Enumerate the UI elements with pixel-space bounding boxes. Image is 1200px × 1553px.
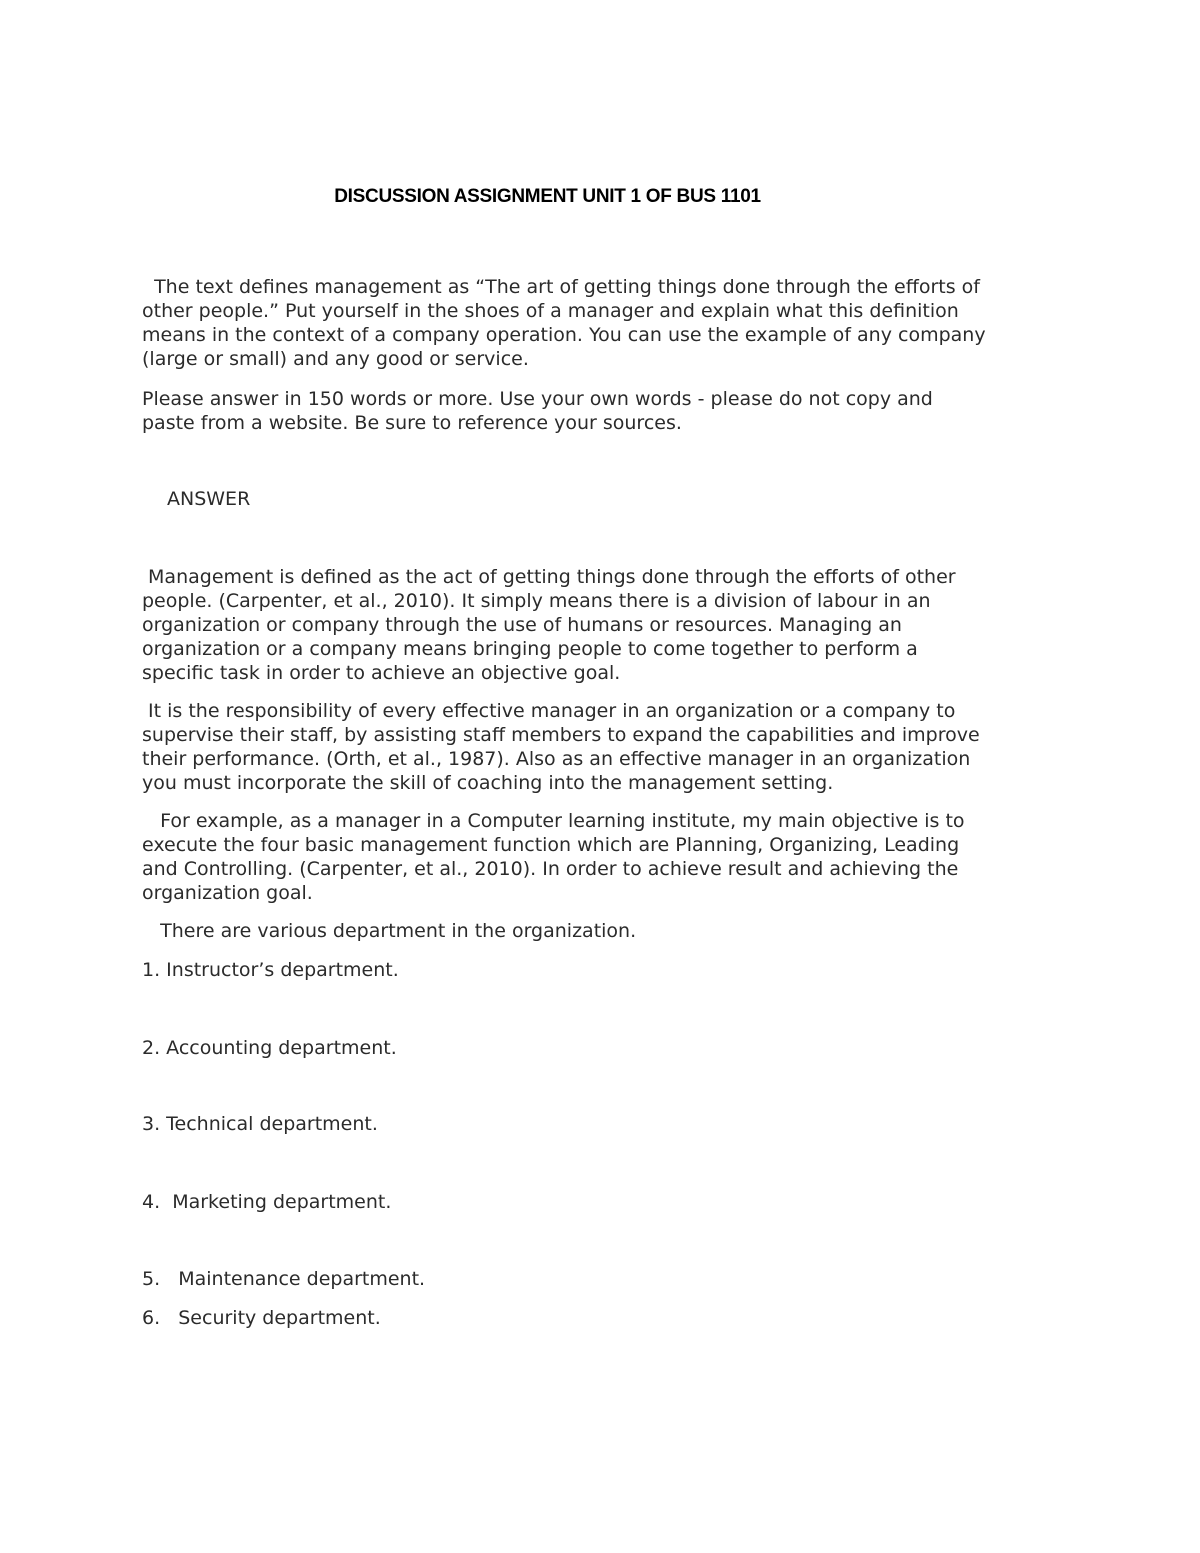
text-line: supervise their staff, by assisting staff members to expand the capabilities and improve (142, 724, 980, 746)
instructions-paragraph (142, 387, 1062, 435)
answer-paragraph-2 (142, 699, 1062, 795)
text-line: There are various department in the organization. (142, 920, 637, 942)
prompt-paragraph (142, 275, 1062, 371)
text-line: and Controlling. (Carpenter, et al., 2010). In order to achieve result and achieving the (142, 858, 959, 880)
answer-paragraph-1 (142, 565, 1062, 685)
text-line: execute the four basic management function which are Planning, Organizing, Leading (142, 834, 960, 856)
text-line: organization goal. (142, 882, 313, 904)
text-line: means in the context of a company operation. You can use the example of any company (142, 324, 986, 346)
text-line: (large or small) and any good or service. (142, 348, 529, 370)
text-line: For example, as a manager in a Computer learning institute, my main objective is to (142, 810, 965, 832)
answer-paragraph-4 (142, 919, 1062, 943)
document-title: DISCUSSION ASSIGNMENT UNIT 1 OF BUS 1101 (334, 186, 761, 207)
text-line: specific task in order to achieve an objective goal. (142, 662, 621, 684)
department-list-item: 3. Technical department. (142, 1113, 378, 1135)
department-list-item: 6. Security department. (142, 1307, 381, 1329)
text-line: Management is defined as the act of getting things done through the efforts of other (142, 566, 956, 588)
text-line: you must incorporate the skill of coaching into the management setting. (142, 772, 834, 794)
answer-paragraph-3 (142, 809, 1062, 905)
text-line: organization or company through the use of humans or resources. Managing an (142, 614, 902, 636)
department-list-item: 5. Maintenance department. (142, 1268, 426, 1290)
department-list-item: 2. Accounting department. (142, 1037, 397, 1059)
text-line: paste from a website. Be sure to reference your sources. (142, 412, 682, 434)
text-line: organization or a company means bringing people to come together to perform a (142, 638, 918, 660)
text-line: The text defines management as “The art of getting things done through the efforts of (142, 276, 980, 298)
department-list-item: 1. Instructor’s department. (142, 959, 399, 981)
text-line: Please answer in 150 words or more. Use your own words - please do not copy and (142, 388, 933, 410)
answer-heading: ANSWER (167, 488, 251, 510)
text-line: people. (Carpenter, et al., 2010). It simply means there is a division of labour in an (142, 590, 931, 612)
text-line: It is the responsibility of every effective manager in an organization or a company to (142, 700, 956, 722)
department-list-item: 4. Marketing department. (142, 1191, 392, 1213)
text-line: their performance. (Orth, et al., 1987). Also as an effective manager in an organization (142, 748, 971, 770)
text-line: other people.” Put yourself in the shoes of a manager and explain what this definition (142, 300, 959, 322)
